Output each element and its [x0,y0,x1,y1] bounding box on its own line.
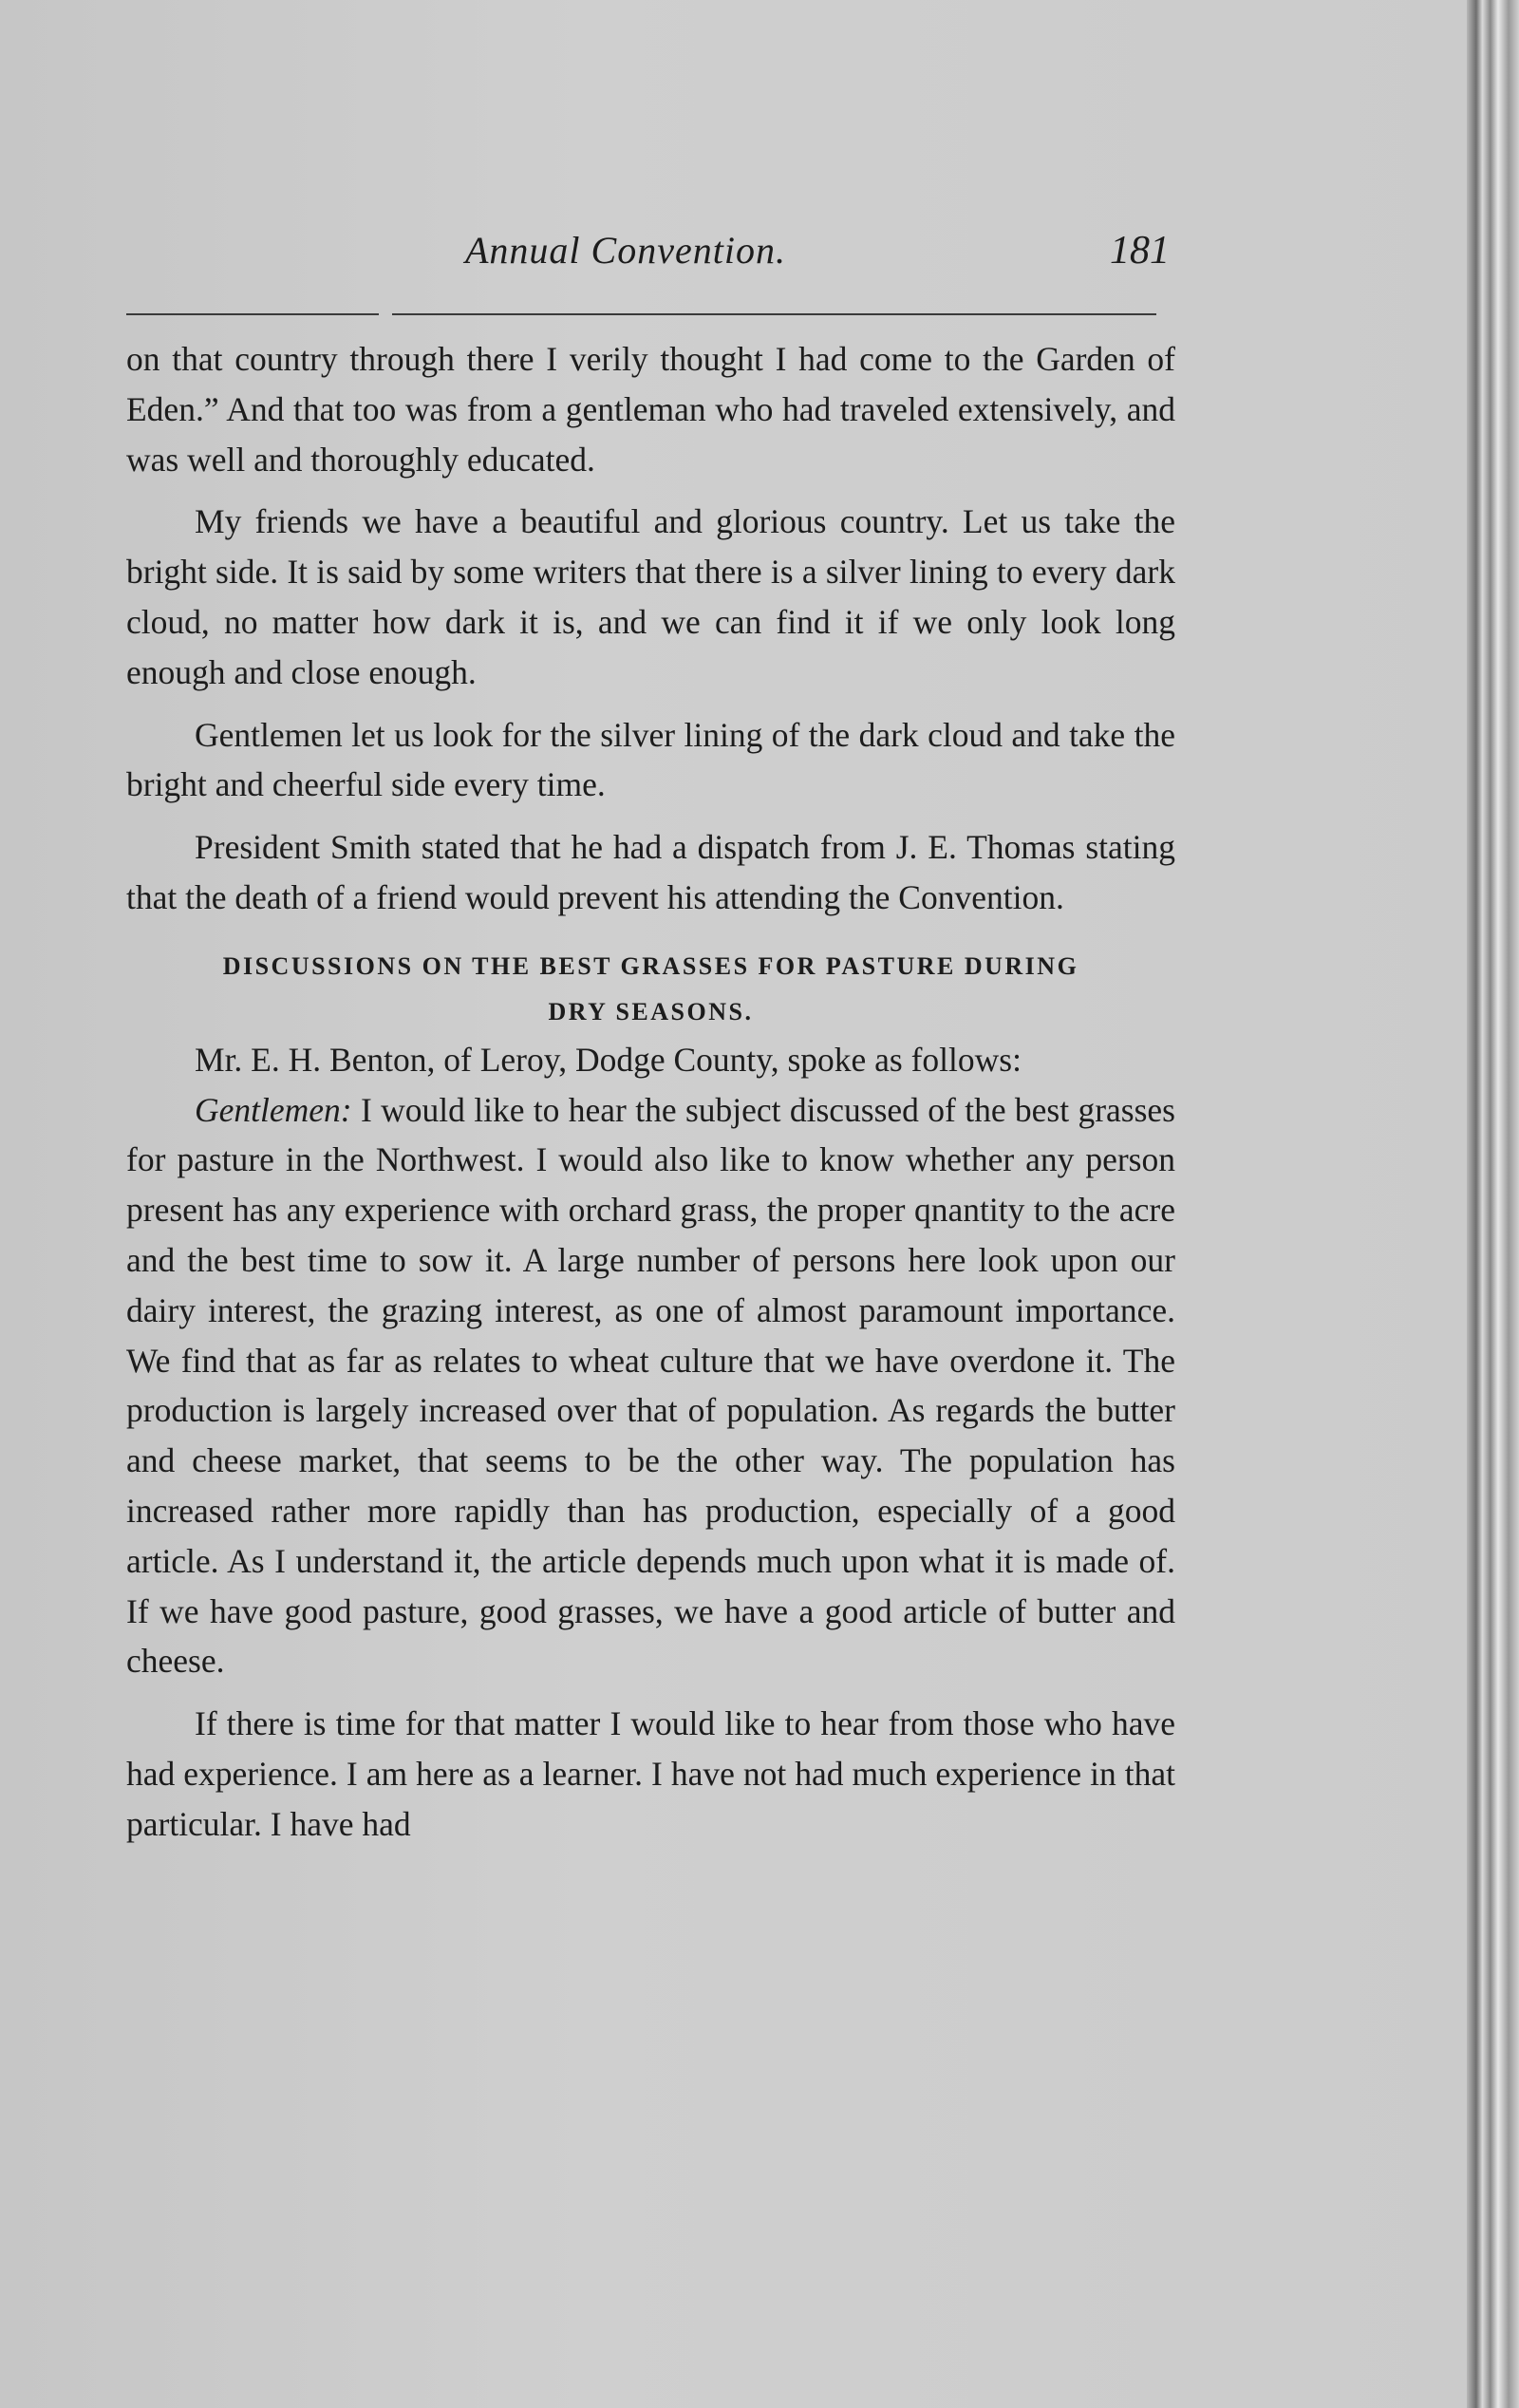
paragraph-1: on that country through there I verily thought I had come to the Garden of Eden.” And that too was from a gentleman who had traveled extensively, and was well and thoroughly educated. [126,340,1175,479]
page-number: 181 [1110,229,1170,273]
running-header [123,228,1168,285]
section-heading [126,944,1175,1035]
paragraph-5: Mr. E. H. Benton, of Leroy, Dodge County, spoke as follows: [195,1040,1022,1079]
paragraph-7: If there is time for that matter I would like to hear from those who have had experience. I am here as a learner. I have not had much experience in that particular. I have had [126,1704,1175,1843]
paragraph-6-body: I would like to hear the subject discussed of the best grasses for pasture in the Northwest. I would also like to know whether any person present has any experience with orchard grass, the proper qnantity to the acre and the best time to sow it. A large number of persons here look upon our dairy interest, the grazing interest, as one of almost paramount importance. We find that as far as relates to wheat culture that we have overdone it. The production is largely increased over that of population. As regards the butter and cheese market, that seems to be the other way. The population has increased rather more rapidly than has production, especially of a good article. As I understand it, the article depends much upon what it is made of. If we have good pasture, good grasses, we have a good article of butter and cheese. [126,1090,1175,1681]
paragraph-3: Gentlemen let us look for the silver lining of the dark cloud and take the bright and cheerful side every time. [126,715,1175,804]
paragraph-4: President Smith stated that he had a dispatch from J. E. Thomas stating that the death of a friend would prevent his attending the Convention. [126,828,1175,916]
running-title: Annual Convention. [465,229,786,272]
page-edge-binding [1467,0,1519,2408]
body-text [126,334,1175,1850]
paragraph-2: My friends we have a beautiful and glorious country. Let us take the bright side. It is said by some writers that there is a silver lining to every dark cloud, no matter how dark it is, and we can find it if we only look long enough and close enough. [126,502,1175,691]
section-heading-line-1: DISCUSSIONS ON THE BEST GRASSES FOR PASTURE DURING [222,951,1079,980]
header-rule-right [392,313,1156,315]
section-heading-line-2: DRY SEASONS. [548,997,754,1025]
paragraph-6 [126,1085,1175,1687]
header-rule-left [126,313,379,315]
salutation: Gentlemen: [195,1090,352,1129]
